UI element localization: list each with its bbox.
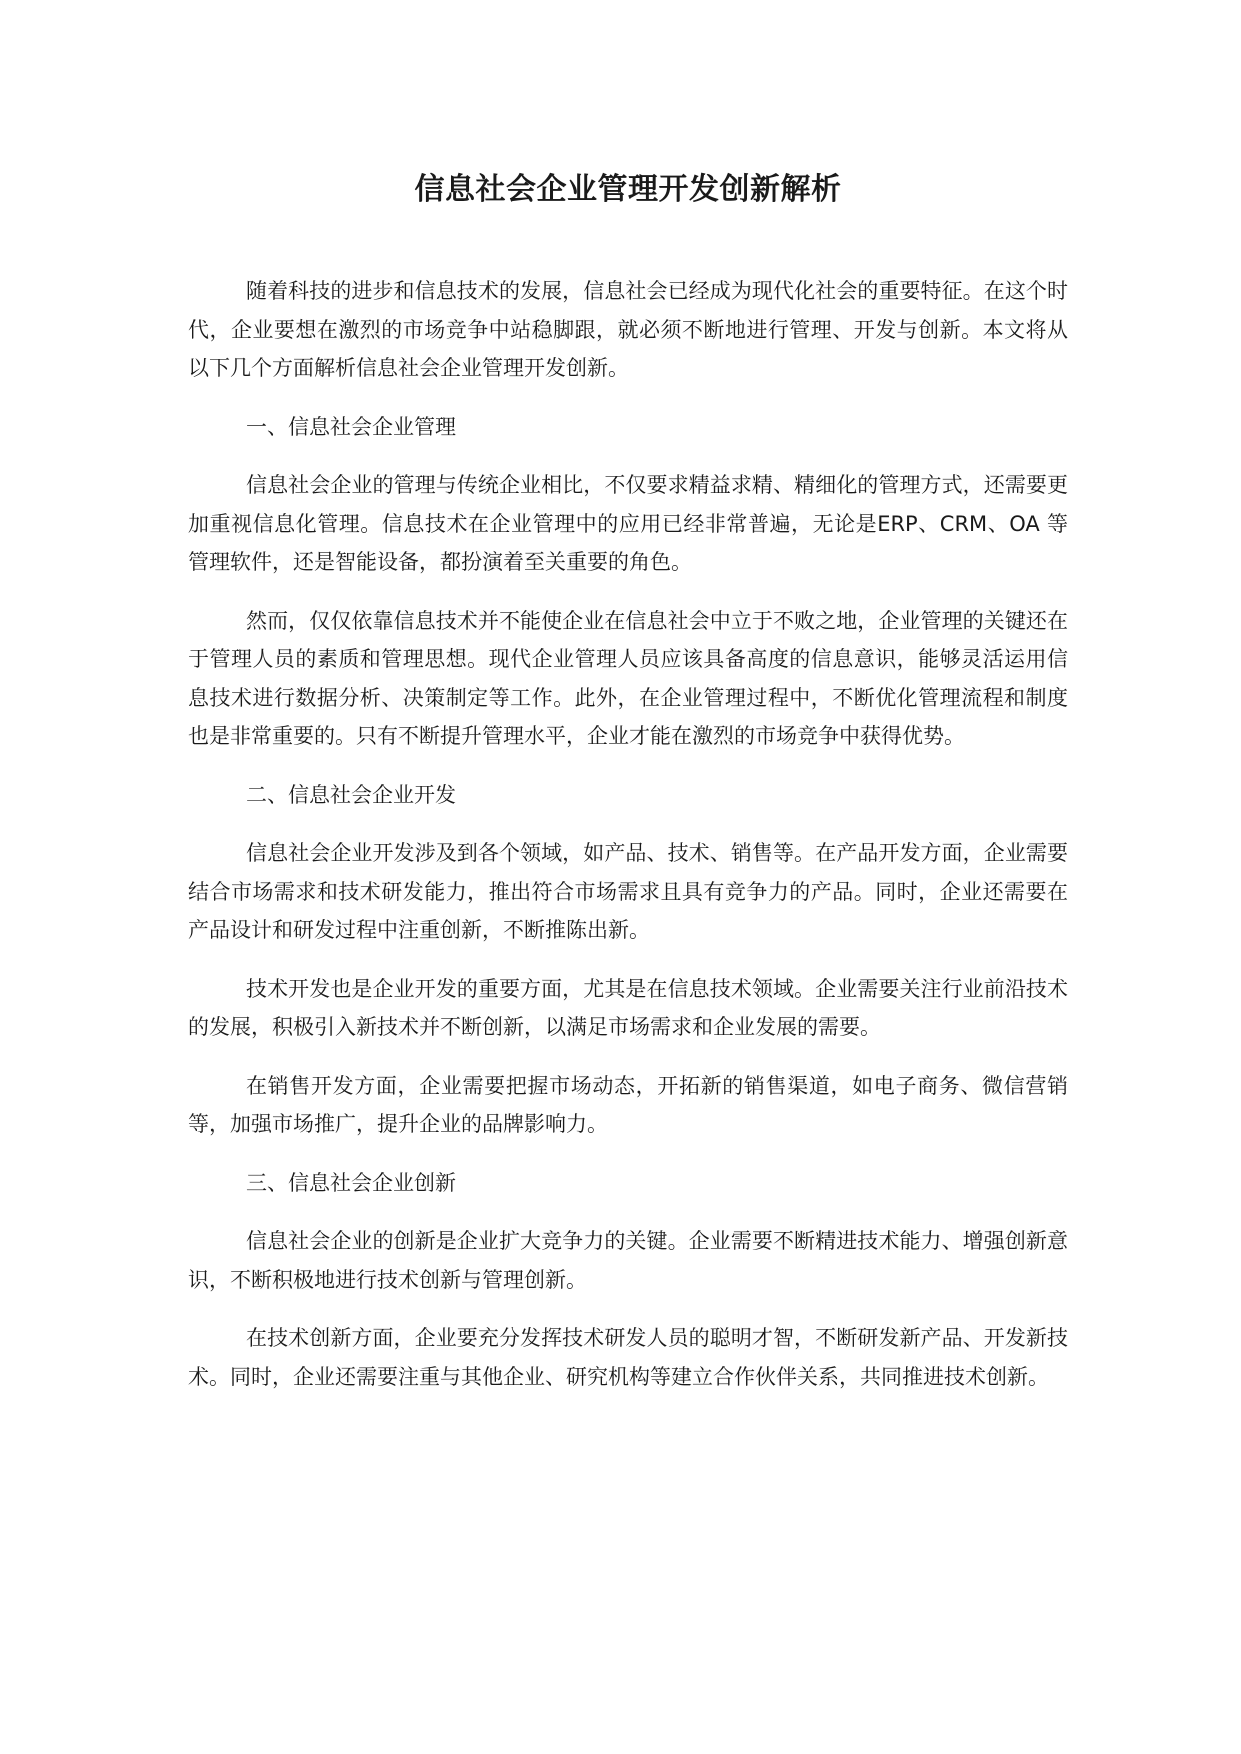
paragraph: 信息社会企业开发涉及到各个领域，如产品、技术、销售等。在产品开发方面，企业需要结合市场需求和技术研发能力，推出符合市场需求且具有竞争力的产品。同时，企业还需要在产品设计和研发过程中注重创新，不断推陈出新。 xyxy=(188,841,1068,942)
document-page xyxy=(188,170,1068,1416)
paragraph: 然而，仅仅依靠信息技术并不能使企业在信息社会中立于不败之地，企业管理的关键还在于管理人员的素质和管理思想。现代企业管理人员应该具备高度的信息意识，能够灵活运用信息技术进行数据分析、决策制定等工作。此外，在企业管理过程中，不断优化管理流程和制度也是非常重要的。只有不断提升管理水平，企业才能在激烈的市场竞争中获得优势。 xyxy=(188,608,1068,748)
paragraph: 在技术创新方面，企业要充分发挥技术研发人员的聪明才智，不断研发新产品、开发新技术。同时，企业还需要注重与其他企业、研究机构等建立合作伙伴关系，共同推进技术创新。 xyxy=(188,1326,1068,1389)
paragraph: 信息社会企业的创新是企业扩大竞争力的关键。企业需要不断精进技术能力、增强创新意识，不断积极地进行技术创新与管理创新。 xyxy=(188,1229,1068,1292)
document-title: 信息社会企业管理开发创新解析 xyxy=(414,172,842,207)
section-heading-management: 一、信息社会企业管理 xyxy=(246,414,456,439)
paragraph-intro: 随着科技的进步和信息技术的发展，信息社会已经成为现代化社会的重要特征。在这个时代，企业要想在激烈的市场竞争中站稳脚跟，就必须不断地进行管理、开发与创新。本文将从以下几个方面解析信息社会企业管理开发创新。 xyxy=(188,279,1068,380)
paragraph: 信息社会企业的管理与传统企业相比，不仅要求精益求精、精细化的管理方式，还需要更加重视信息化管理。信息技术在企业管理中的应用已经非常普遍，无论是ERP、CRM、OA 等管理软件，还是智能设备，都扮演着至关重要的角色。 xyxy=(188,473,1068,574)
section-heading-innovation: 三、信息社会企业创新 xyxy=(246,1170,456,1195)
paragraph: 技术开发也是企业开发的重要方面，尤其是在信息技术领域。企业需要关注行业前沿技术的发展，积极引入新技术并不断创新，以满足市场需求和企业发展的需要。 xyxy=(188,976,1068,1039)
paragraph: 在销售开发方面，企业需要把握市场动态，开拓新的销售渠道，如电子商务、微信营销等，加强市场推广，提升企业的品牌影响力。 xyxy=(188,1073,1068,1136)
section-heading-development: 二、信息社会企业开发 xyxy=(246,782,456,807)
